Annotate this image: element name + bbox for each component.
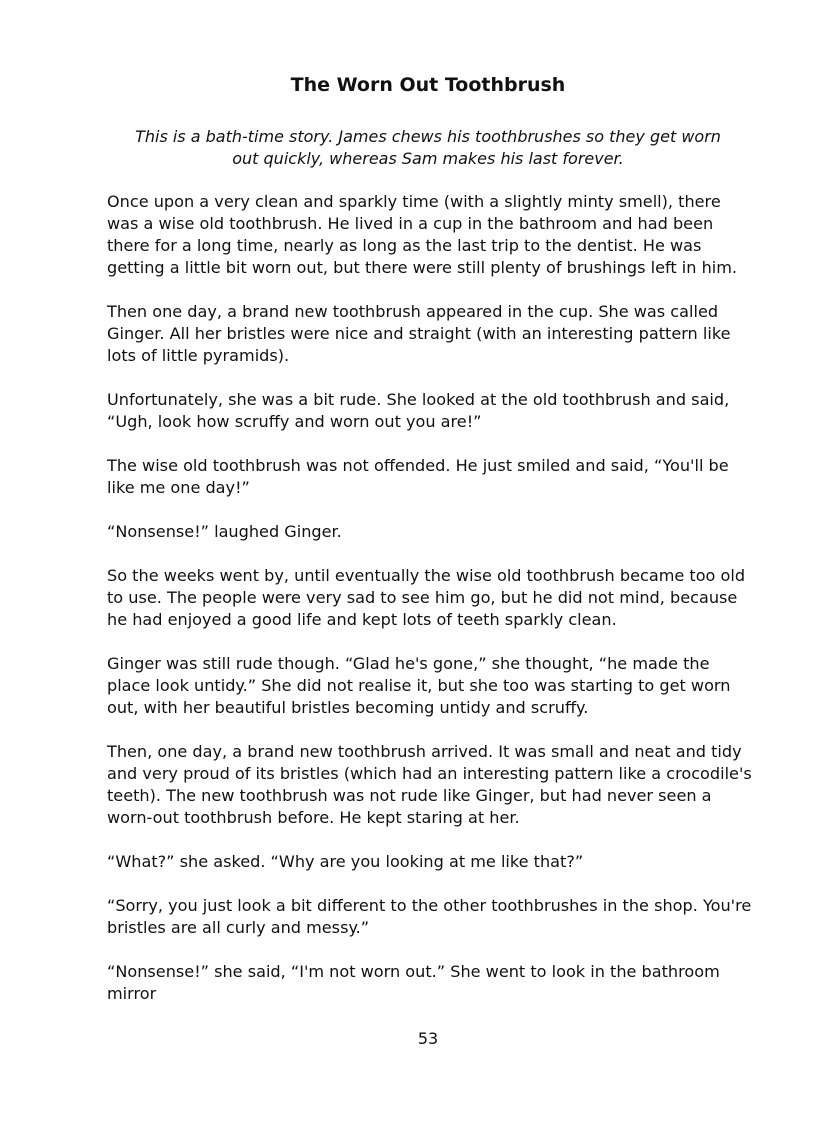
paragraph: “Nonsense!” laughed Ginger. <box>107 522 342 541</box>
paragraph: “What?” she asked. “Why are you looking at me like that?” <box>107 852 584 871</box>
paragraph: Once upon a very clean and sparkly time (with a slightly minty smell), there was a wise old toothbrush. He lived in a cup in the bathroom and had been there for a long time, nearly as long as the last trip to the dentist. He was getting a little bit worn out, but there were still plenty of brushings left in him. <box>107 192 738 277</box>
paragraph: “Sorry, you just look a bit different to the other toothbrushes in the shop. You're bristles are all curly and messy.” <box>107 896 752 937</box>
paragraph: Then, one day, a brand new toothbrush arrived. It was small and neat and tidy and very proud of its bristles (which had an interesting pattern like a crocodile's teeth). The new toothbrush was not rude like Ginger, but had never seen a worn-out toothbrush before. He kept staring at her. <box>107 742 752 827</box>
story-title: The Worn Out Toothbrush <box>290 74 566 96</box>
paragraph: Unfortunately, she was a bit rude. She looked at the old toothbrush and said, “Ugh, look how scruffy and worn out you are!” <box>107 390 730 431</box>
paragraph: “Nonsense!” she said, “I'm not worn out.” She went to look in the bathroom mirror <box>107 962 720 1003</box>
page-number: 53 <box>417 1029 439 1048</box>
story-intro: This is a bath-time story. James chews his toothbrushes so they get worn out quickly, whereas Sam makes his last forever. <box>135 127 721 168</box>
paragraph: So the weeks went by, until eventually the wise old toothbrush became too old to use. The people were very sad to see him go, but he did not mind, because he had enjoyed a good life and kept lots of teeth sparkly clean. <box>107 566 746 629</box>
story-body <box>107 191 753 1027</box>
paragraph: Ginger was still rude though. “Glad he's gone,” she thought, “he made the place look untidy.” She did not realise it, but she too was starting to get worn out, with her beautiful bristles becoming untidy and scruffy. <box>107 654 731 717</box>
paragraph: The wise old toothbrush was not offended. He just smiled and said, “You'll be like me one day!” <box>107 456 729 497</box>
paragraph: Then one day, a brand new toothbrush appeared in the cup. She was called Ginger. All her bristles were nice and straight (with an interesting pattern like lots of little pyramids). <box>107 302 731 365</box>
